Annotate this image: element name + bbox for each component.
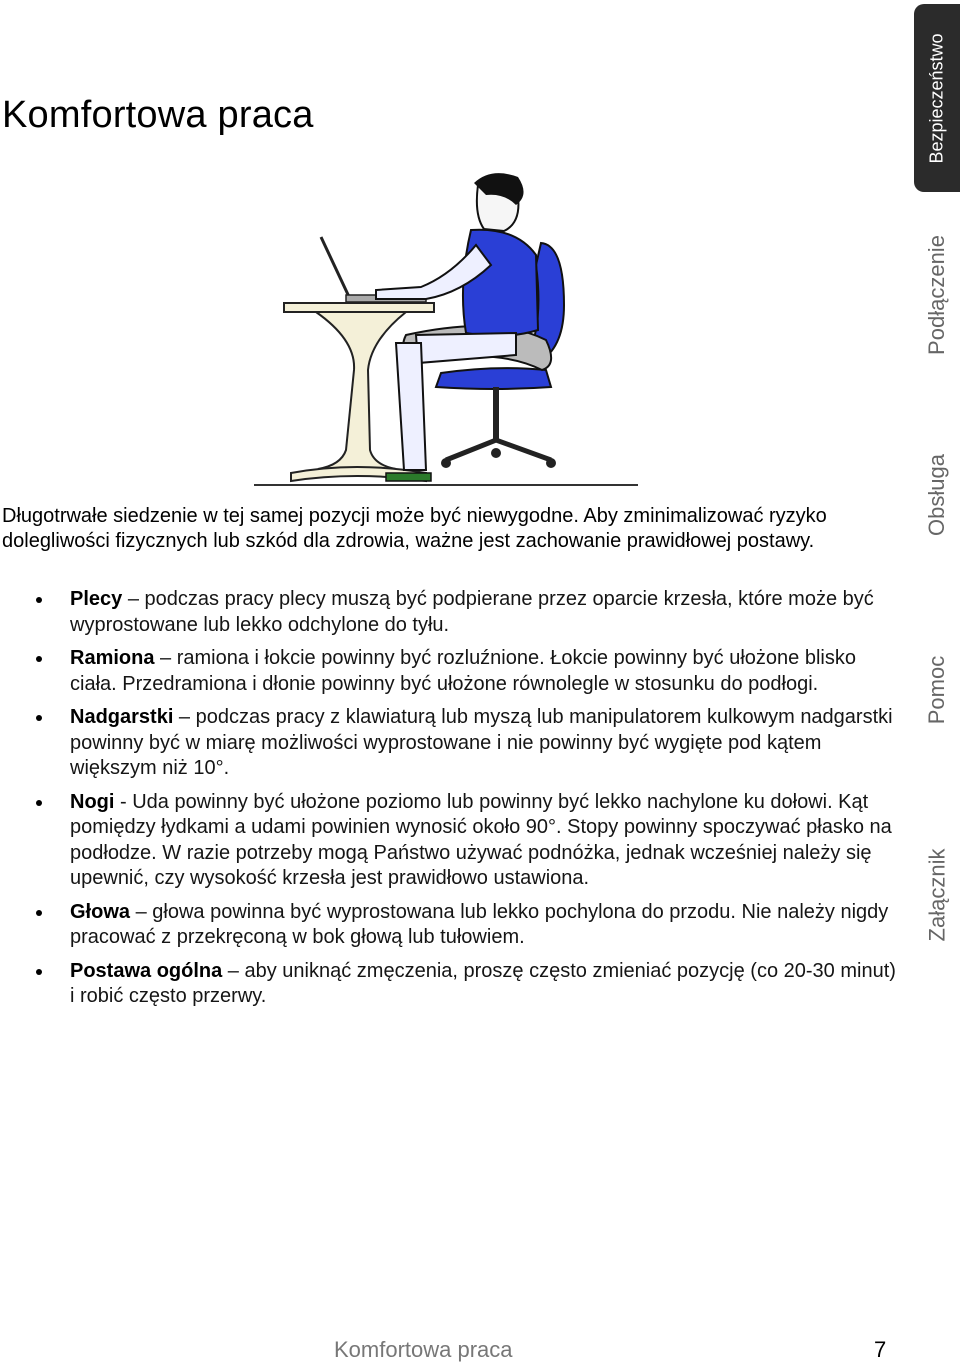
bullet-icon: [36, 910, 42, 916]
tab-label: Obsługa: [924, 454, 950, 536]
tab-obsluga[interactable]: [914, 430, 960, 560]
bullet-term: Postawa ogólna: [70, 959, 223, 982]
bullet-separator: –: [154, 647, 177, 669]
page-title: Komfortowa praca: [2, 94, 314, 136]
bullet-separator: –: [122, 588, 145, 610]
bullet-icon: [36, 715, 42, 721]
posture-guidelines-list: [0, 587, 900, 1018]
tab-bezpieczenstwo[interactable]: [914, 4, 960, 192]
page-number: 7: [874, 1337, 887, 1362]
bullet-separator: –: [173, 706, 196, 728]
list-item: [0, 646, 900, 697]
bullet-text: głowa powinna być wyprostowana lub lekko pochylona do przodu. Nie należy nigdy pracować z przekręconą w bok głową lub tułowiem.: [70, 900, 889, 948]
bullet-term: Ramiona: [70, 647, 155, 669]
tab-label: Pomoc: [924, 655, 950, 725]
intro-paragraph: Długotrwałe siedzenie w tej samej pozycji może być niewygodne. Aby zminimalizować ryzyko dolegliwości fizycznych lub szkód dla zdrowia, ważne jest zachowanie prawidłowej postawy.: [2, 505, 827, 552]
bullet-icon: [36, 969, 42, 975]
list-item: [0, 959, 900, 1010]
tab-label: Załącznik: [924, 848, 950, 942]
section-tabs: [912, 0, 960, 980]
tab-label: Podłączenie: [924, 235, 949, 355]
bullet-text: aby uniknąć zmęczenia, proszę często zmieniać pozycję (co 20-30 minut) i robić często przerwy.: [70, 959, 896, 1007]
bullet-separator: -: [114, 790, 133, 813]
bullet-separator: –: [222, 959, 245, 982]
list-item: [0, 900, 900, 951]
bullet-text: Uda powinny być ułożone poziomo lub powinny być lekko nachylone ku dołowi. Kąt pomiędzy łydkami a udami powinien wynosić około 90°. Stopy powinny spoczywać płasko na podłodze. W razie potrzeby mogą Państwo używać podnóżka, jednak wcześniej należy się upewnić, czy wysokość krzesła jest prawidłowo ustawiona.: [70, 790, 892, 889]
tab-podlaczenie[interactable]: [914, 210, 960, 380]
bullet-icon: [36, 597, 42, 603]
bullet-term: Plecy: [70, 588, 123, 610]
bullet-term: Głowa: [70, 900, 131, 923]
tab-pomoc[interactable]: [914, 630, 960, 750]
list-item: [0, 705, 900, 782]
bullet-term: Nogi: [70, 790, 115, 813]
bullet-icon: [36, 800, 42, 806]
footer-section-title: Komfortowa praca: [334, 1337, 513, 1362]
bullet-text: podczas pracy z klawiaturą lub myszą lub manipulatorem kulkowym nadgarstki powinny być w miarę możliwości wyprostowane i nie powinny być wygięte pod kątem większym niż 10°.: [70, 706, 893, 779]
bullet-separator: –: [130, 900, 153, 923]
list-item: [0, 790, 900, 892]
list-item: [0, 587, 900, 638]
bullet-icon: [36, 656, 42, 662]
tab-label: Bezpieczeństwo: [926, 32, 947, 164]
tab-zalacznik[interactable]: [914, 830, 960, 960]
bullet-term: Nadgarstki: [70, 706, 174, 728]
bullet-text: ramiona i łokcie powinny być rozluźnione. Łokcie powinny być ułożone blisko ciała. Przedramiona i dłonie powinny być ułożone równolegle w stosunku do podłogi.: [70, 647, 856, 695]
bullet-text: podczas pracy plecy muszą być podpierane przez oparcie krzesła, które może być wyprostowane lub lekko odchylone do tyłu.: [70, 588, 874, 636]
ergonomic-posture-illustration: [246, 165, 646, 495]
